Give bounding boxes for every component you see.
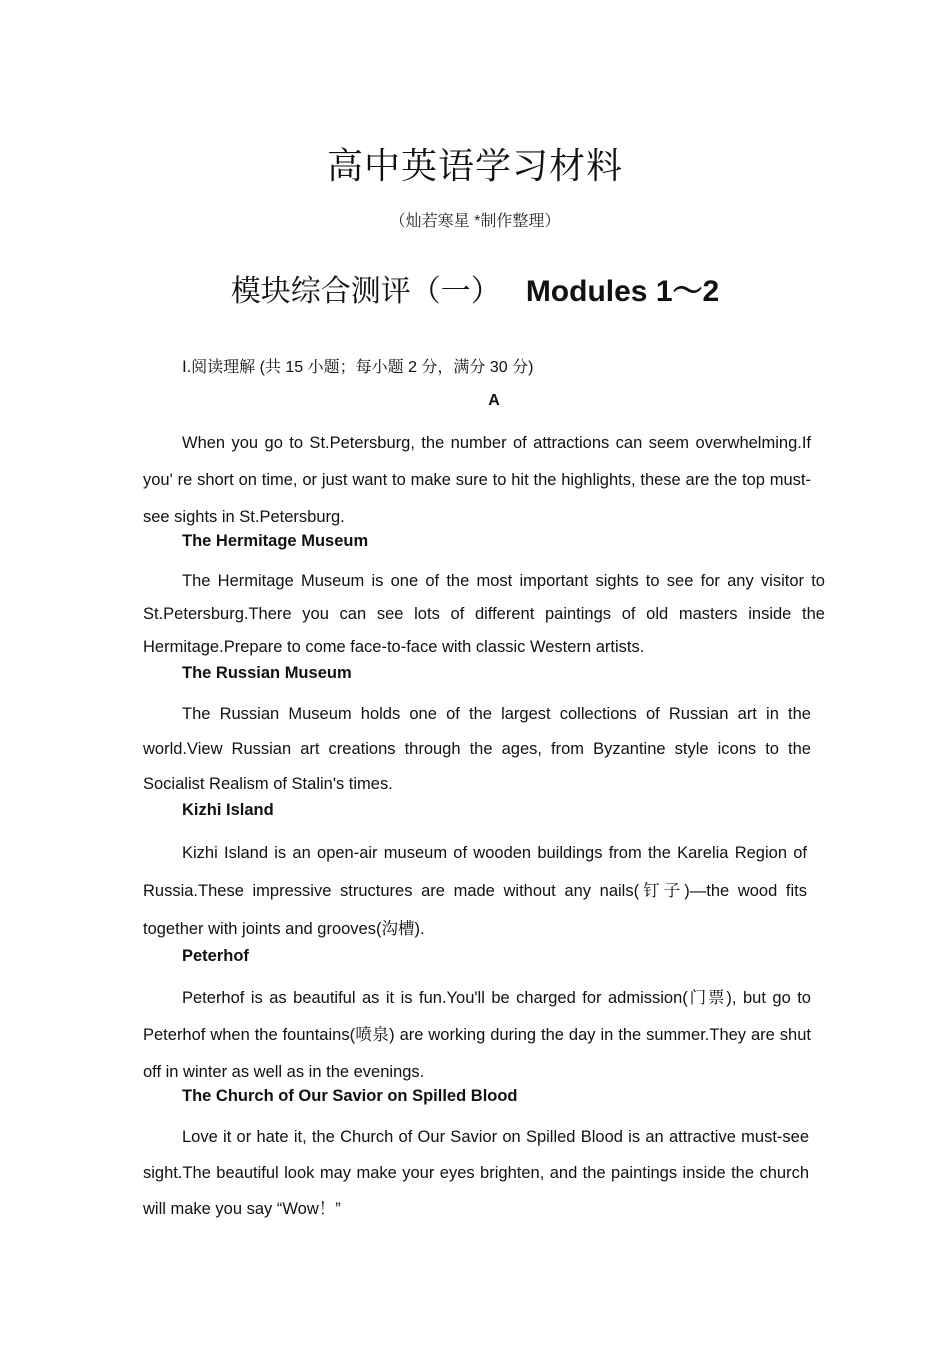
section-title (0, 266, 950, 310)
paragraph-church: Love it or hate it, the Church of Our Savior on Spilled Blood is an attractive must-see sight.The beautiful look may make your eyes brighten, and the paintings inside the church will make you say “Wow！” (143, 1128, 809, 1218)
paragraph-hermitage: The Hermitage Museum is one of the most important sights to see for any visitor to St.Petersburg.There you can see lots of different paintings of old masters inside the Hermitage.Prepare to come face-to-face with classic Western artists. (143, 572, 825, 656)
section-title-latin: Modules 1～2 (525, 275, 720, 308)
part-heading: Ⅰ.阅读理解 (共 15 小题；每小题 2 分，满分 30 分) (182, 359, 534, 376)
paragraph-peterhof: Peterhof is as beautiful as it is fun.You'll be charged for admission(门票), but go to Peterhof when the fountains(喷泉) are working during the day in the summer.They are shut off in winter as well as in the evenings. (143, 989, 811, 1081)
main-title: 高中英语学习材料 (326, 146, 623, 187)
heading-peterhof: Peterhof (182, 947, 249, 965)
subtitle: （灿若寒星 *制作整理） (389, 213, 561, 230)
heading-church: The Church of Our Savior on Spilled Blood (182, 1087, 518, 1105)
passage-letter: A (488, 392, 500, 409)
heading-kizhi-island: Kizhi Island (182, 801, 274, 819)
paragraph-kizhi-island: Kizhi Island is an open-air museum of wooden buildings from the Karelia Region of Russia.These impressive structures are made without any nails(钉子)—the wood fits together with joints and grooves(沟槽). (143, 844, 807, 938)
heading-hermitage: The Hermitage Museum (182, 532, 369, 550)
section-title-cn: 模块综合测评（一） (230, 275, 501, 308)
heading-russian-museum: The Russian Museum (182, 664, 352, 682)
intro-paragraph: When you go to St.Petersburg, the number of attractions can seem overwhelming.If you' re short on time, or just want to make sure to hit the highlights, these are the top must-see sights in St.Petersburg. (143, 434, 811, 526)
paragraph-russian-museum: The Russian Museum holds one of the largest collections of Russian art in the world.View Russian art creations through the ages, from Byzantine style icons to the Socialist Realism of Stalin's times. (143, 705, 811, 793)
